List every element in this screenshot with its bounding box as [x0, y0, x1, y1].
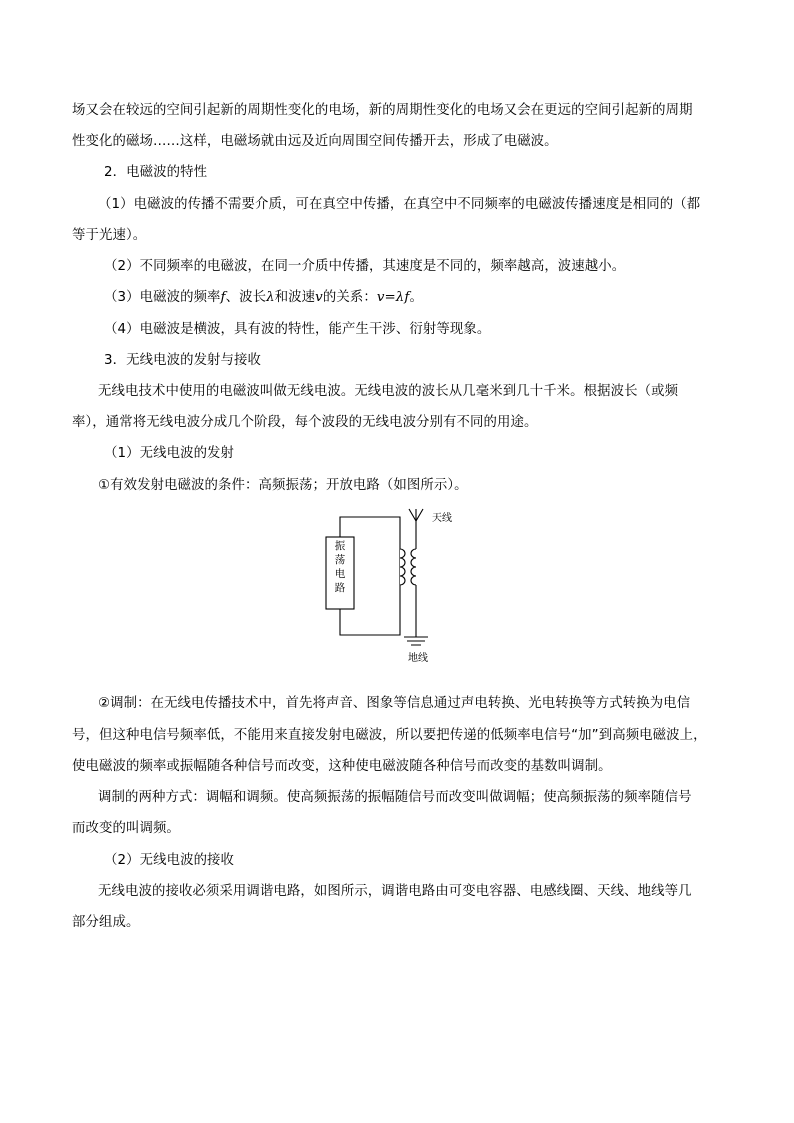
paragraph-line: 无线电技术中使用的电磁波叫做无线电波。无线电波的波长从几毫米到几十千米。根据波长（或频	[98, 384, 679, 399]
subsection-heading: （2）无线电波的接收	[104, 853, 235, 868]
paragraph-line: 部分组成。	[72, 915, 140, 930]
transmitter-circuit-figure	[318, 505, 478, 667]
relation-line	[104, 288, 764, 308]
formula: v=λf	[376, 290, 410, 305]
paragraph-line: 无线电波的接收必须采用调谐电路，如图所示，调谐电路由可变电容器、电感线圈、天线、地线等几	[98, 884, 692, 899]
relation-mid3: 的关系：	[322, 290, 377, 305]
symbol-lambda: λ	[266, 290, 275, 305]
ground-icon	[404, 637, 428, 645]
osc-label-2: 荡	[334, 554, 346, 566]
antenna-icon	[409, 509, 423, 521]
paragraph-line: ②调制：在无线电传播技术中，首先将声音、图象等信息通过声电转换、光电转换等方式转换为电信	[98, 696, 691, 711]
relation-mid2: 和波速	[274, 290, 316, 305]
paragraph-line: 场又会在较远的空间引起新的周期性变化的电场，新的周期性变化的电场又会在更远的空间引起新的周期	[72, 103, 693, 118]
paragraph-line: （1）电磁波的传播不需要介质，可在真空中传播，在真空中不同频率的电磁波传播速度是相同的（都	[98, 197, 701, 212]
subsection-heading: （1）无线电波的发射	[104, 446, 235, 461]
relation-mid1: 、波长	[225, 290, 267, 305]
paragraph-line: 调制的两种方式：调幅和调频。使高频振荡的振幅随信号而改变叫做调幅；使高频振荡的频率随信号	[98, 790, 692, 805]
antenna-label: 天线	[432, 513, 452, 524]
osc-label-4: 路	[334, 582, 346, 594]
symbol-f: f	[220, 290, 226, 305]
relation-end: 。	[409, 290, 423, 305]
ground-label: 地线	[408, 653, 428, 664]
section-heading-2: 2．电磁波的特性	[104, 165, 208, 180]
paragraph-line: 性变化的磁场……这样，电磁场就由远及近向周围空间传播开去，形成了电磁波。	[72, 134, 558, 149]
paragraph-line: 号，但这种电信号频率低，不能用来直接发射电磁波，所以要把传递的低频率电信号“加”到高频电磁波上，	[72, 728, 707, 743]
coil-secondary	[411, 549, 416, 585]
paragraph-line: 等于光速）。	[72, 228, 147, 243]
coil-primary	[400, 549, 405, 585]
paragraph-line: 率），通常将无线电波分成几个阶段，每个波段的无线电波分别有不同的用途。	[72, 415, 538, 430]
paragraph-line: （4）电磁波是横波，具有波的特性，能产生干涉、衍射等现象。	[104, 322, 491, 337]
paragraph-line: （2）不同频率的电磁波，在同一介质中传播，其速度是不同的，频率越高，波速越小。	[104, 259, 626, 274]
paragraph-line: 使电磁波的频率或振幅随各种信号而改变，这种使电磁波随各种信号而改变的基数叫调制。	[72, 759, 612, 774]
symbol-v: v	[315, 290, 323, 305]
paragraph-line: ①有效发射电磁波的条件：高频振荡；开放电路（如图所示）。	[98, 478, 468, 493]
relation-prefix: （3）电磁波的频率	[104, 290, 221, 305]
osc-label-1: 振	[334, 540, 346, 552]
paragraph-line: 而改变的叫调频。	[72, 821, 180, 836]
osc-label-3: 电	[334, 568, 346, 580]
section-heading-3: 3．无线电波的发射与接收	[104, 353, 262, 368]
